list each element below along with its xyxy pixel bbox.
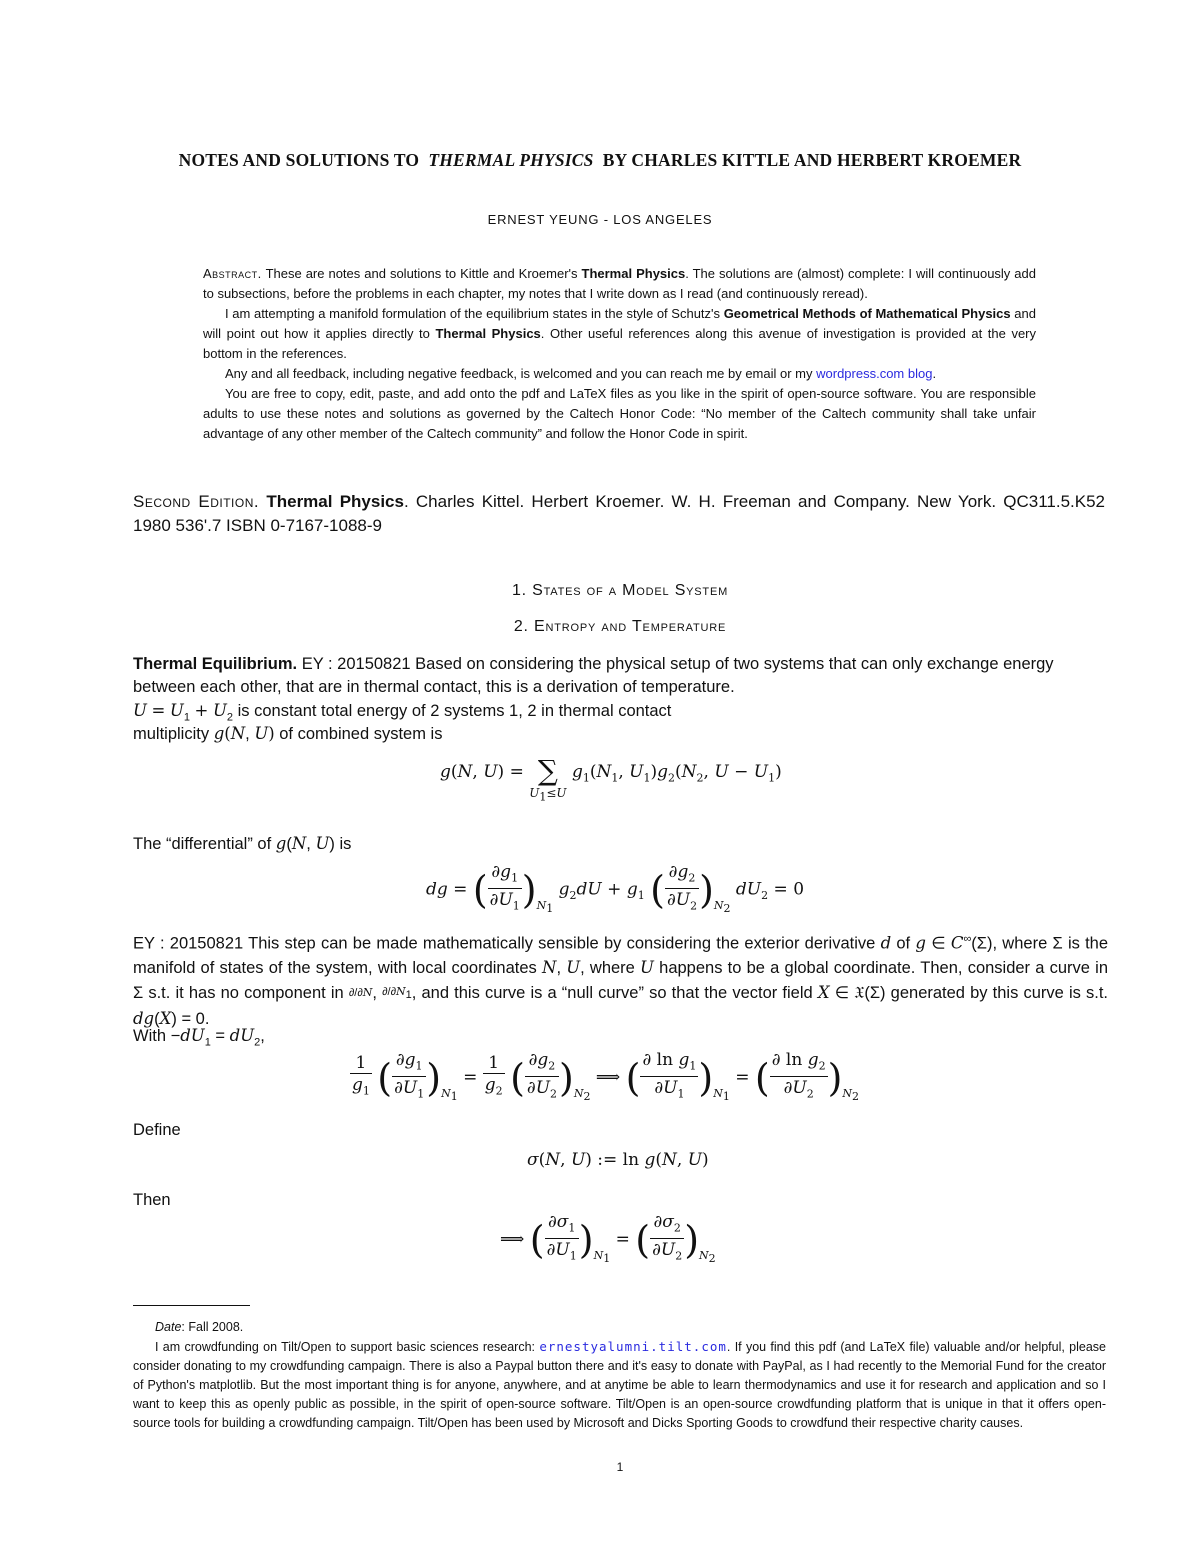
ey-text-2c: happens to be a global coordinate. Then, — [659, 958, 963, 977]
abstract-p4: You are free to copy, edit, paste, and add onto the pdf and LaTeX files as you like in the spirit of open-source software. You are responsible adults to use these notes and solutions as governed by the Caltech Honor Code: “No member of the Caltech community shall take unfair advantage of any other member of the Caltech community” and follow the Honor Code in spirit. — [203, 386, 1036, 441]
footnote — [133, 1318, 1106, 1433]
ey-text-3b: s.t. it has no component in — [148, 983, 344, 1002]
equation-entropy-definition: σ(N, U) := ln g(N, U) — [527, 1150, 709, 1170]
equation-multiplicity-sum: g(N, U) = ∑ $U_1\le U$ $g_1(N_1$, $U_1)g_2(N_2$, $U - U_1$) — [440, 754, 782, 804]
equation-log-derivative: $\frac{1}{g_1}$ ( $\frac{\partial g_1}{\partial U_1}$ )$_{N_1}$ = $\frac{1}{g_2}$ ( $\frac{\partial g_2}{\partial U_2}$ )$_{N_2}$ ⟹ ( $\frac{\partial \ln g_1}{\partial U_1}$ )$_{N_1}$ = ( $\frac{\partial \ln g_2}{\partial U_2}$ )$_{N_2}$ — [352, 1050, 860, 1103]
section-2-heading: 2. Entropy and Temperature — [513, 618, 727, 635]
ey-text-1b: of — [896, 934, 911, 953]
crowdfunding-link[interactable]: ernestyalumni.tilt.com — [539, 1339, 727, 1354]
abstract-p3-a: Any and all feedback, including negative feedback, is welcomed and you can reach me by email or my — [225, 366, 813, 381]
ey-text-1: EY : 20150821 This step can be made mathematically sensible by considering the exterior derivative — [133, 934, 876, 953]
footnote-text-b: . If you find this pdf (and LaTeX file) valuable and/or helpful, please consider donating to my crowdfunding campaign. There is also a Paypal button there and it's easy to donate with PayPal, as I had recently to the Memorial Fund for the creator of Python's matplotlib. But the most important thing is for anyone, anywhere, and at anytime be able to learn thermodynamics and use it for research and application and so I want to keep this as openly public as possible, in the spirit of open-source software. Tilt/Open is an open-source crowdfunding platform that is unique in that it offers open-source tools for building a crowdfunding campaign. Tilt/Open has been used by Microsoft and Dicks Sporting Goods to crowdfund their respective charity causes. — [133, 1340, 1106, 1430]
body-with: With $-dU_1 = dU_2$, — [133, 1026, 265, 1049]
ey-text-1c: , where — [992, 934, 1048, 953]
body-ey-paragraph: EY : 20150821 This step can be made mathematically sensible by considering the exterior derivative d of g ∈ C∞(Σ), where Σ is the manifold of states of the system, with local coordinates N, U, where U happens to be a global coordinate. Then, consider a curve in Σ s.t. it has no component in ∂/∂N, $\partial/\partial N_1$, and this curve is a “null curve” so that the vector field X ∈ 𝔛(Σ) generated by this curve is s.t. dg(X) = 0. — [133, 933, 1109, 1028]
footnote-date-label: Date — [155, 1320, 182, 1334]
body-line-u-text: is constant total energy of 2 systems 1, 2 in thermal contact — [237, 702, 672, 720]
edition-label: Second Edition. — [133, 492, 260, 511]
body-define: Define — [133, 1121, 181, 1139]
abstract-p2-book: Geometrical Methods of Mathematical Physics — [723, 306, 1011, 321]
author-line: ERNEST YEUNG - LOS ANGELES — [487, 212, 713, 227]
ey-text-2: is the manifold of states of the system, with local coordinates — [133, 934, 1109, 977]
abstract-p3 — [203, 364, 1036, 384]
mult-text-b: of combined system is — [279, 725, 443, 743]
body-para-1 — [133, 653, 1108, 699]
with-text: With — [133, 1027, 166, 1045]
page-number: 1 — [616, 1460, 624, 1474]
abstract — [203, 264, 1036, 444]
body-line-u: $U = U_1 + U_2$ is constant total energy of 2 systems 1, 2 in thermal contact — [133, 701, 672, 724]
body-then: Then — [133, 1191, 171, 1209]
abstract-p1-a: These are notes and solutions to Kittle and Kroemer's — [265, 266, 578, 281]
ey-text-3: consider a curve in — [967, 958, 1108, 977]
edition-info — [133, 490, 1105, 538]
footnote-crowdfunding — [133, 1337, 1106, 1433]
body-line-mult: multiplicity g(N, U) of combined system is — [133, 724, 443, 743]
abstract-p3-b: . — [932, 366, 937, 381]
edition-book: Thermal Physics — [266, 492, 404, 511]
edition-rest: . Charles Kittel. Herbert Kroemer. W. H. Freeman and Company. New York. QC311.5.K52 1980 536'.7 ISBN 0-7167-1088-9 — [133, 492, 1106, 535]
title-suffix: BY CHARLES KITTLE AND HERBERT KROEMER — [602, 150, 1022, 170]
diff-text-a: The “differential” of — [133, 835, 272, 853]
abstract-p2-a: I am attempting a manifold formulation of the equilibrium states in the style of Schutz's — [225, 306, 721, 321]
abstract-p2 — [203, 304, 1036, 364]
section-1-heading: 1. States of a Model System — [511, 582, 729, 599]
equation-sigma-equality: ⟹ ( $\frac{\partial\sigma_1}{\partial U_1}$ )$_{N_1}$ = ( $\frac{\partial\sigma_2}{\partial U_2}$ )$_{N_2}$ — [500, 1212, 716, 1265]
ey-text-4: generated by this curve is s.t. — [890, 983, 1109, 1002]
abstract-label: Abstract. — [203, 266, 262, 281]
footnote-date-value: : Fall 2008. — [181, 1320, 244, 1334]
body-para-1-text: EY : 20150821 Based on considering the physical setup of two systems that can only exchange energy between each other, that are in thermal contact, this is a derivation of temperature. — [133, 655, 1054, 696]
body-differential: The “differential” of g(N, U) is — [133, 834, 352, 853]
thermal-equilibrium-heading: Thermal Equilibrium. — [133, 655, 298, 673]
abstract-p2-book2: Thermal Physics — [435, 326, 541, 341]
title-book: THERMAL PHYSICS — [428, 150, 594, 170]
diff-text-b: is — [339, 835, 352, 853]
paper-title — [0, 150, 1200, 171]
abstract-p1-c: . The solutions are (almost) complete: I will continuously add to subsections, before the problems in each chapter, my notes that I write down as I read (and continuously reread). — [203, 266, 1036, 301]
mult-text-a: multiplicity — [133, 725, 210, 743]
title-prefix: NOTES AND SOLUTIONS TO — [178, 150, 420, 170]
abstract-p2-e: . Other useful references along this avenue of investigation is provided at the very bottom in the references. — [203, 326, 1036, 361]
footnote-date — [133, 1318, 1106, 1337]
ey-text-3c: , and this curve is a “null curve” so that the vector field — [411, 983, 813, 1002]
abstract-p1 — [203, 264, 1036, 304]
blog-link[interactable]: wordpress.com blog — [816, 366, 933, 381]
ey-text-2b: , where — [580, 958, 635, 977]
abstract-p2-c: and will point out how it applies directly to — [203, 306, 1036, 341]
abstract-p1-book: Thermal Physics — [581, 266, 686, 281]
equation-dg: dg = ( $\frac{\partial g_1}{\partial U_1}$ )$_{N_1}$ $g_2dU + g_1$ ( $\frac{\partial g_2}{\partial U_2}$ )$_{N_2}$ $dU_2 = 0$ — [426, 862, 805, 915]
footnote-text-a: I am crowdfunding on Tilt/Open to support basic sciences research: — [155, 1340, 535, 1354]
footnote-rule — [133, 1305, 250, 1306]
